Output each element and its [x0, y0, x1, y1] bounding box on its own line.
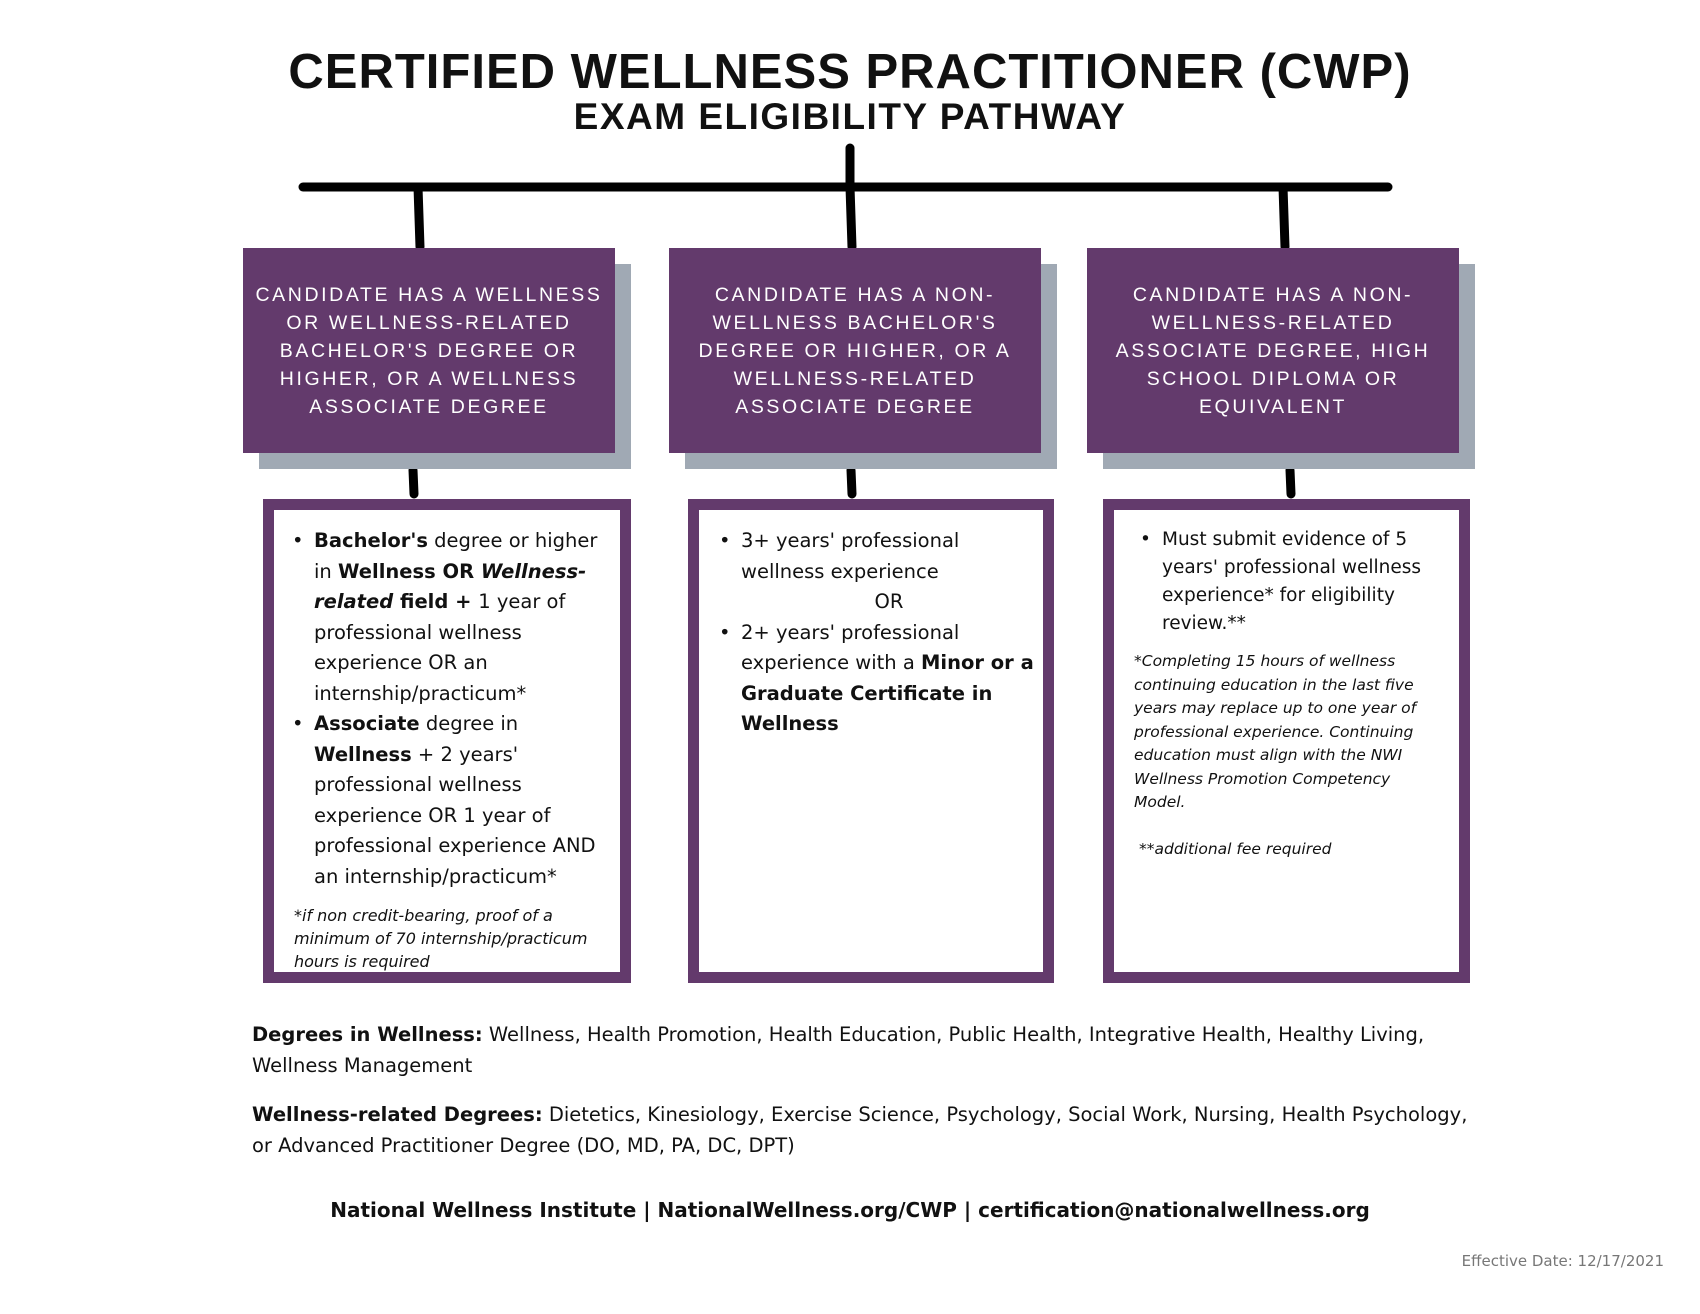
- pathway-detail-box-2: [688, 499, 1054, 983]
- list-item: • Must submit evidence of 5 years' professional wellness experience* for eligibility review.**: [1140, 526, 1443, 638]
- contact-footer: National Wellness Institute | NationalWellness.org/CWP | certification@nationalwellness.org: [330, 1198, 1370, 1222]
- footnote-1: *if non credit-bearing, proof of a minimum of 70 internship/practicum hours is required: [294, 906, 588, 971]
- pathway-heading-1: [243, 248, 615, 453]
- pathway-detail-box-1: [263, 499, 631, 983]
- pathway-heading-2: [669, 248, 1041, 453]
- pathway-heading-3: [1087, 248, 1459, 453]
- effective-date: Effective Date: 12/17/2021: [1461, 1252, 1664, 1270]
- wellness-related-degrees-definition: Wellness-related Degrees: Dietetics, Kinesiology, Exercise Science, Psychology, Social Work, Nursing, Health Psychology, or Advanced Practitioner Degree (DO, MD, PA, DC, DPT): [252, 1103, 1468, 1157]
- wellness-degrees-definition: Degrees in Wellness: Wellness, Health Promotion, Health Education, Public Health, Integrative Health, Healthy Living, Wellness Management: [252, 1023, 1425, 1077]
- footnote-3b: **additional fee required: [1139, 839, 1332, 858]
- list-item: • 2+ years' professional experience with a Minor or a Graduate Certificate in Wellness: [719, 618, 1037, 740]
- list-item: • Associate degree in Wellness + 2 years' professional wellness experience OR 1 year of professional experience AND an internship/practicum*: [292, 709, 604, 892]
- footnote-3a: *Completing 15 hours of wellness continuing education in the last five years may replace up to one year of professional experience. Continuing education must align with the NWI Wellness Promotion Competency Model.: [1134, 652, 1417, 811]
- branch-connector-1: [418, 187, 420, 247]
- requirements-list-2: [719, 526, 1037, 740]
- page-subtitle: EXAM ELIGIBILITY PATHWAY: [573, 96, 1127, 137]
- drop-connector-3: [1290, 470, 1291, 494]
- pathway-heading-text-3: CANDIDATE HAS A NON-WELLNESS-RELATED ASSOCIATE DEGREE, HIGH SCHOOL DIPLOMA OR EQUIVALENT: [1115, 283, 1431, 418]
- or-separator: OR: [874, 590, 904, 613]
- requirements-list-1: [292, 526, 604, 892]
- requirements-list-3: [1134, 526, 1443, 638]
- list-item: • 3+ years' professional wellness experience OR: [719, 526, 1037, 618]
- drop-connector-2: [851, 470, 852, 494]
- pathway-detail-box-3: [1103, 499, 1470, 983]
- pathway-heading-text-1: CANDIDATE HAS A WELLNESS OR WELLNESS-RELATED BACHELOR'S DEGREE OR HIGHER, OR A WELLNESS ASSOCIATE DEGREE: [255, 283, 603, 418]
- branch-connector-2: [850, 187, 852, 247]
- drop-connector-1: [413, 470, 414, 494]
- pathway-heading-text-2: CANDIDATE HAS A NON-WELLNESS BACHELOR'S DEGREE OR HIGHER, OR A WELLNESS-RELATED ASSOCIATE DEGREE: [698, 283, 1012, 418]
- page-title: CERTIFIED WELLNESS PRACTITIONER (CWP): [288, 45, 1412, 99]
- branch-connector-3: [1283, 187, 1285, 247]
- list-item: • Bachelor's degree or higher in Wellness OR Wellness-related field + 1 year of professional wellness experience OR an internship/practicum*: [292, 526, 604, 709]
